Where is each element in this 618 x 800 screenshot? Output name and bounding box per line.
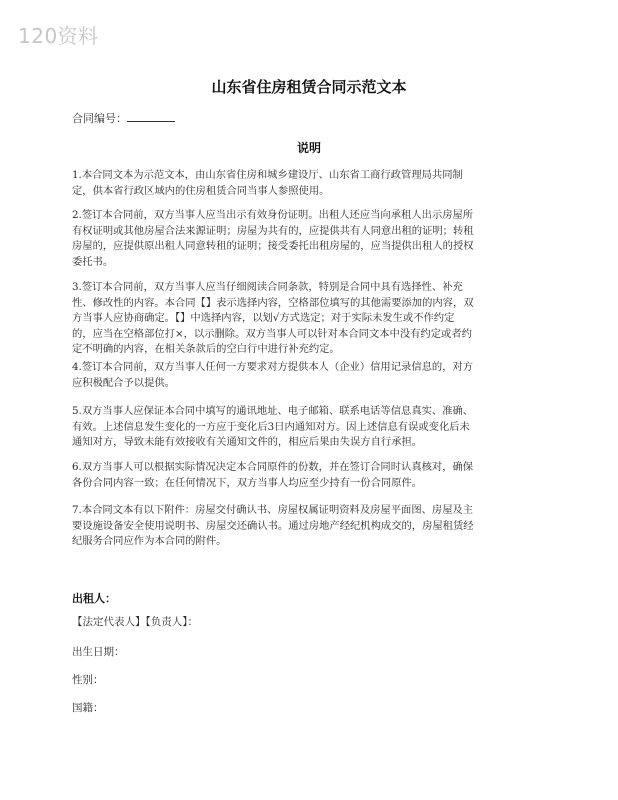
paragraph-line: 有效。上述信息发生变化的一方应于变化后3日内通知对方。因上述信息有误或变化后未 <box>72 420 470 433</box>
paragraph-4 <box>72 360 550 391</box>
paragraph-line: 定，供本省行政区域内的住房租赁合同当事人参照使用。 <box>72 184 330 197</box>
lessor-heading: 出租人： <box>72 592 116 605</box>
paragraph-line: 纪服务合同应作为本合同的附件。 <box>72 535 227 548</box>
paragraph-line: 1.本合同文本为示范文本，由山东省住房和城乡建设厅、山东省工商行政管理局共同制 <box>72 169 463 181</box>
paragraph-1 <box>72 168 550 199</box>
paragraph-line: 性、修改性的内容。本合同【】表示选择内容，空格部位填写的其他需要添加的内容，双 <box>72 296 474 309</box>
watermark: 120资料 <box>18 24 99 48</box>
contract-number <box>72 110 175 126</box>
paragraph-line: 有权证明或其他房屋合法来源证明；房屋为共有的，应提供共有人同意出租的证明；转租 <box>72 224 474 237</box>
paragraph-line: 通知对方，导致未能有效接收有关通知文件的，相应后果由失误方自行承担。 <box>72 436 423 449</box>
paragraph-line: 2.签订本合同前，双方当事人应当出示有效身份证明。出租人还应当向承租人出示房屋所 <box>72 209 474 221</box>
document-title: 山东省住房租赁合同示范文本 <box>211 78 407 96</box>
paragraph-line: 4.签订本合同前，双方当事人任何一方要求对方提供本人（企业）信用记录信息的，对方 <box>72 361 474 373</box>
paragraph-5 <box>72 404 550 451</box>
paragraph-line: 3.签订本合同前，双方当事人应当仔细阅读合同条款，特别是合同中具有选择性、补充 <box>72 281 463 293</box>
paragraph-3 <box>72 280 550 358</box>
contract-number-label: 合同编号： <box>72 112 127 125</box>
birth-date-field: 出生日期： <box>72 646 125 658</box>
paragraph-line: 房屋的，应提供原出租人同意转租的证明；接受委托出租房屋的，应当提供出租人的授权 <box>72 240 474 253</box>
paragraph-line: 5.双方当事人应保证本合同中填写的通讯地址、电子邮箱、联系电话等信息真实、准确、 <box>72 405 474 417</box>
paragraph-6 <box>72 460 550 491</box>
paragraph-line: 委托书。 <box>72 255 114 268</box>
contract-number-blank <box>127 111 175 122</box>
paragraph-line: 6.双方当事人可以根据实际情况决定本合同原件的份数，并在签订合同时认真核对，确保 <box>72 461 474 473</box>
legal-representative-field: 【法定代表人】【负责人】： <box>72 616 198 628</box>
paragraph-line: 各份合同内容一致；在任何情况下，双方当事人均应至少持有一份合同原件。 <box>72 476 423 489</box>
paragraph-line: 定不明确的内容，在相关条款后的空白行中进行补充约定。 <box>72 343 340 356</box>
paragraph-line: 要设施设备安全使用说明书、房屋交还确认书。通过房地产经纪机构成交的，房屋租赁经 <box>72 519 474 532</box>
paragraph-line: 的，应当在空格部位打×，以示删除。双方当事人可以针对本合同文本中没有约定或者约 <box>72 327 472 340</box>
paragraph-line: 7.本合同文本有以下附件：房屋交付确认书、房屋权属证明资料及房屋平面图、房屋及主 <box>72 504 474 516</box>
paragraph-line: 应积极配合予以提供。 <box>72 376 175 389</box>
gender-field: 性别： <box>72 674 104 686</box>
paragraph-2 <box>72 208 550 270</box>
paragraph-line: 方当事人应协商确定。【】中选择内容，以划√方式选定；对于实际未发生或不作约定 <box>72 312 455 325</box>
nationality-field: 国籍： <box>72 702 104 714</box>
paragraph-7 <box>72 503 550 550</box>
section-heading: 说明 <box>296 141 321 155</box>
